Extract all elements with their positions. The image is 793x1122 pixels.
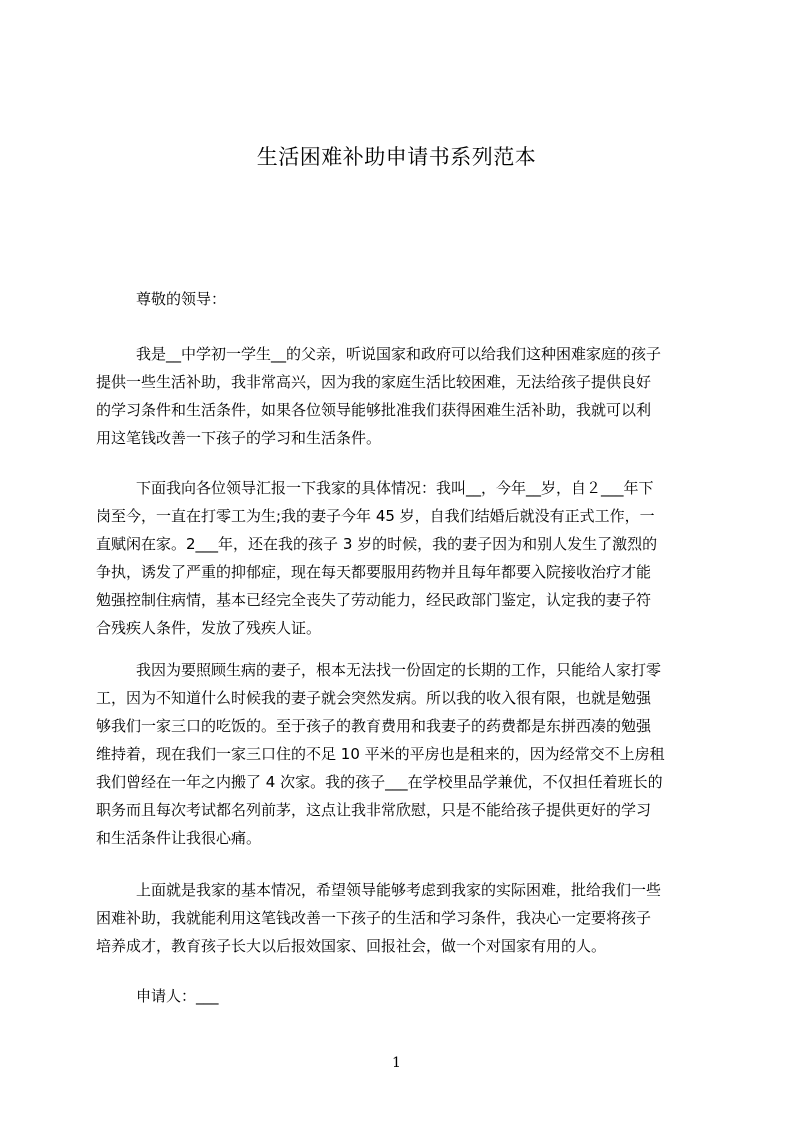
paragraph-line: 维持着，现在我们一家三口住的不足 10 平米的平房也是租来的，因为经常交不上房租 <box>96 745 665 763</box>
paragraph-1 <box>96 340 700 452</box>
paragraph-line: 和生活条件让我很心痛。 <box>96 829 262 847</box>
paragraph-line: 我是__中学初一学生__的父亲，听说国家和政府可以给我们这种困难家庭的孩子 <box>136 345 662 363</box>
paragraph-line: 培养成才，教育孩子长大以后报效国家、回报社会，做一个对国家有用的人。 <box>96 937 607 955</box>
paragraph-line: 用这笔钱改善一下孩子的学习和生活条件。 <box>96 429 382 447</box>
paragraph-line: 的学习条件和生活条件，如果各位领导能够批准我们获得困难生活补助，我就可以利 <box>96 401 652 419</box>
paragraph-line: 我因为要照顾生病的妻子，根本无法找一份固定的长期的工作，只能给人家打零 <box>136 661 662 679</box>
page-number: 1 <box>392 1055 401 1071</box>
paragraph-line: 上面就是我家的基本情况，希望领导能够考虑到我家的实际困难，批给我们一些 <box>136 881 662 899</box>
paragraph-line: 合残疾人条件，发放了残疾人证。 <box>96 619 322 637</box>
paragraph-line: 我们曾经在一年之内搬了 4 次家。我的孩子___在学校里品学兼优，不仅担任着班长的 <box>96 773 663 791</box>
paragraph-line: 争执，诱发了严重的抑郁症，现在每天都要服用药物并且每年都要入院接收治疗才能 <box>96 563 652 581</box>
paragraph-2 <box>96 474 700 642</box>
document-title: 生活困难补助申请书系列范本 <box>256 145 537 169</box>
paragraph-line: 勉强控制住病情，基本已经完全丧失了劳动能力，经民政部门鉴定，认定我的妻子符 <box>96 591 652 609</box>
paragraph-4 <box>96 876 700 960</box>
paragraph-line: 岗至今，一直在打零工为生;我的妻子今年 45 岁，自我们结婚后就没有正式工作，一 <box>96 507 655 525</box>
paragraph-line: 下面我向各位领导汇报一下我家的具体情况：我叫__，今年__岁，自２___年下 <box>136 479 654 497</box>
paragraph-line: 困难补助，我就能利用这笔钱改善一下孩子的生活和学习条件，我决心一定要将孩子 <box>96 909 652 927</box>
paragraph-line: 提供一些生活补助，我非常高兴，因为我的家庭生活比较困难，无法给孩子提供良好 <box>96 373 652 391</box>
applicant-signature-line: 申请人：___ <box>136 987 219 1005</box>
paragraph-line: 够我们一家三口的吃饭的。至于孩子的教育费用和我妻子的药费都是东拼西凑的勉强 <box>96 717 652 735</box>
paragraph-line: 直赋闲在家。2___年，还在我的孩子 3 岁的时候，我的妻子因为和别人发生了激烈的 <box>96 535 658 553</box>
paragraph-line: 职务而且每次考试都名列前茅，这点让我非常欣慰，只是不能给孩子提供更好的学习 <box>96 801 652 819</box>
paragraph-line: 工，因为不知道什么时候我的妻子就会突然发病。所以我的收入很有限，也就是勉强 <box>96 689 652 707</box>
greeting: 尊敬的领导： <box>136 290 227 308</box>
paragraph-3 <box>96 656 700 852</box>
